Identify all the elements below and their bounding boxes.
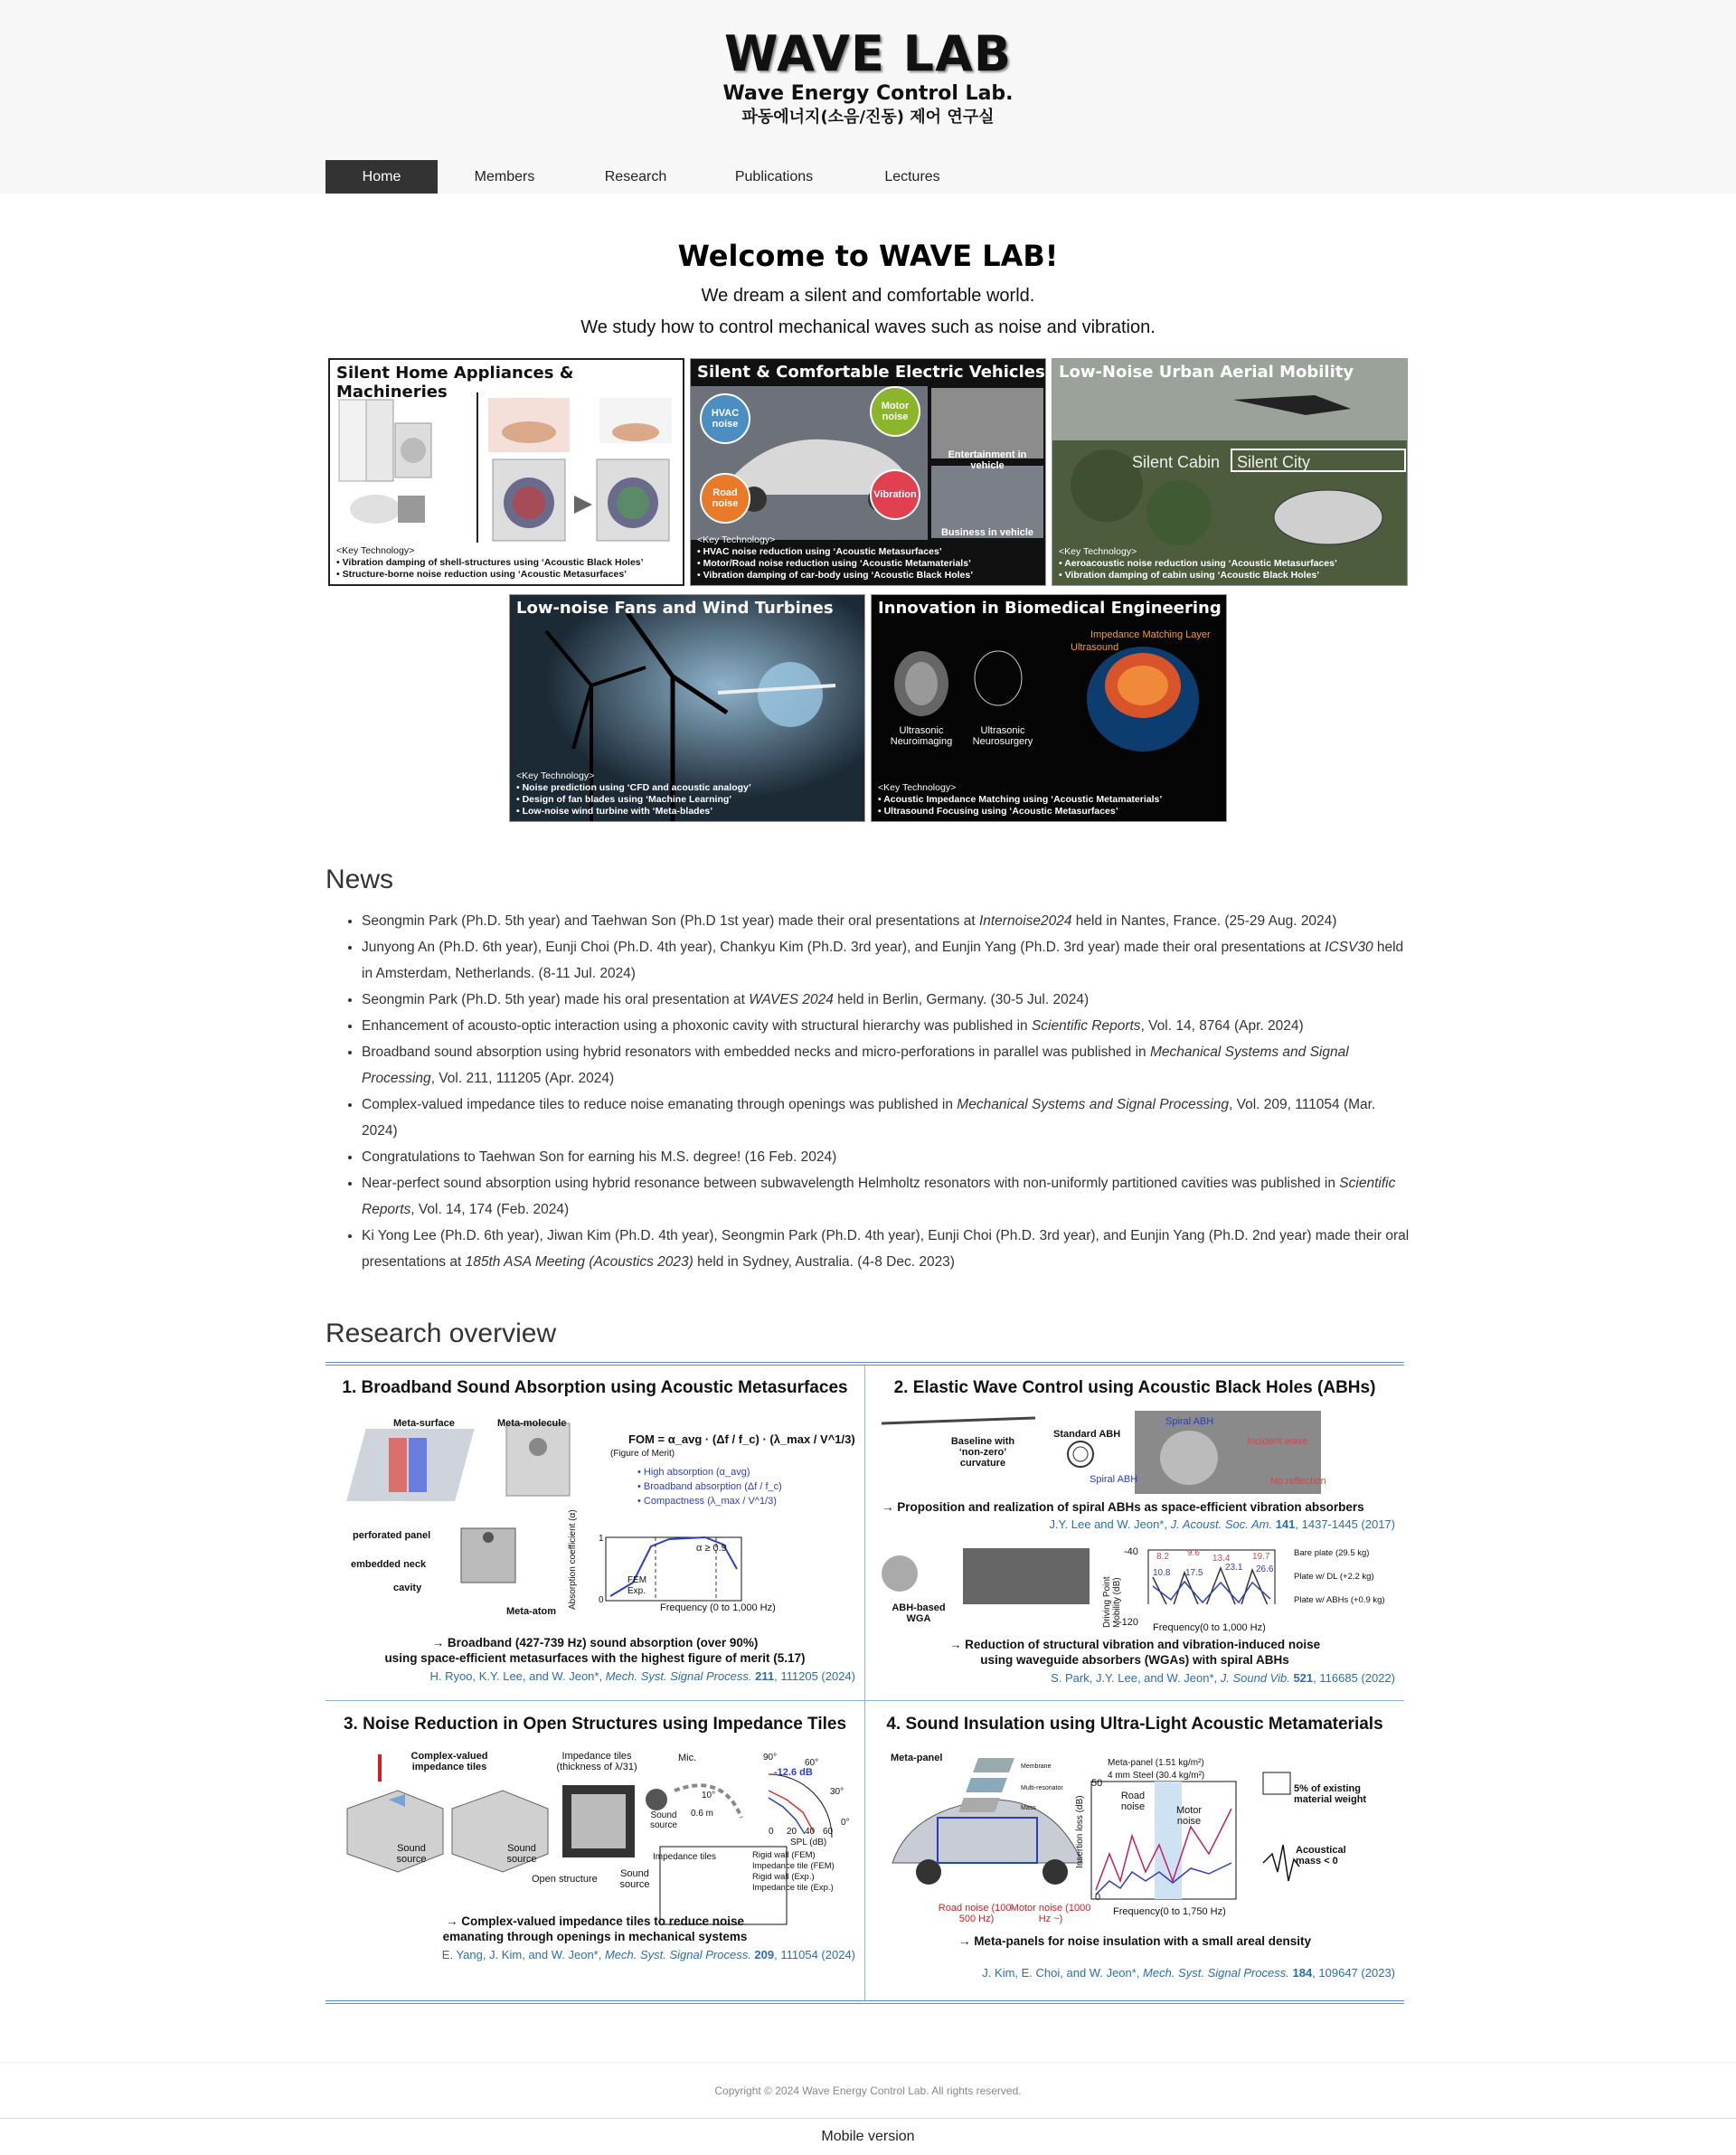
polar-axis-label: SPL (dB): [790, 1838, 827, 1848]
chart-y-tick-min: 0: [599, 1595, 604, 1605]
label-impedance-layer: Impedance Matching Layer: [1090, 629, 1211, 640]
fig-label: Motor noise (1000 Hz ~): [1010, 1903, 1091, 1924]
news-item: • Seongmin Park (Ph.D. 5th year) and Taehwan Son (Ph.D 1st year) made their oral presentations at Internoise2024 held in Nantes, France. (25-29 Aug. 2024): [362, 908, 1410, 934]
overview-cell-metamaterials: [865, 1702, 1404, 2018]
site-logo[interactable]: [0, 27, 1736, 128]
tile-title: Silent Home Appliances & Machineries: [336, 364, 574, 402]
label-neuroimaging: Ultrasonic Neuroimaging: [890, 725, 953, 747]
news-item: • Broadband sound absorption using hybrid resonators with embedded necks and micro-perforations in parallel was published in Mechanical Systems and Signal Processing, Vol. 211, 111205 (Apr. 2024): [362, 1039, 1410, 1092]
fig-label: Sound source: [619, 1868, 650, 1890]
nav-research[interactable]: Research: [604, 169, 667, 184]
bubble-road: Road noise: [700, 473, 750, 524]
key-tech-item: • Vibration damping of car-body using ‘Acoustic Black Holes’: [697, 570, 974, 581]
overview-reference[interactable]: J. Kim, E. Choi, and W. Jeon*, Mech. Syst. Signal Process. 184, 109647 (2023): [982, 1966, 1395, 1980]
result-line: emanating through openings in mechanical systems: [442, 1930, 748, 1943]
polar-tick: 90°: [763, 1753, 778, 1763]
tile-key-tech: [336, 545, 644, 581]
label-neurosurgery: Ultrasonic Neurosurgery: [972, 725, 1033, 747]
chart-data-label: 8.2: [1156, 1552, 1169, 1562]
fig-label: embedded neck: [351, 1559, 427, 1570]
fig-label: ABH-based WGA: [892, 1602, 946, 1624]
result-line: → Broadband (427-739 Hz) sound absorption (over 90%): [431, 1636, 759, 1649]
caption-entertainment: Entertainment in vehicle: [948, 449, 1027, 471]
key-tech-title: <Key Technology>: [516, 770, 595, 781]
result-line: → Complex-valued impedance tiles to reduce noise: [445, 1914, 745, 1928]
key-tech-item: • Acoustic Impedance Matching using ‘Acoustic Metamaterials’: [878, 794, 1163, 805]
mobile-version-link[interactable]: Mobile version: [0, 2118, 1736, 2154]
chart-data-label: 9.6: [1187, 1548, 1200, 1558]
tile-key-tech: [1059, 546, 1337, 581]
tile-title: Silent & Comfortable Electric Vehicles: [697, 363, 1045, 382]
legend-item: Rigid wall (FEM): [752, 1850, 816, 1860]
bubble-vibration: Vibration: [870, 469, 920, 520]
fom-item: • Broadband absorption (Δf / f_c): [637, 1481, 782, 1492]
chart-y-tick: -120: [1118, 1617, 1139, 1628]
tile-key-tech: [697, 534, 973, 581]
chart-x-axis-label: Frequency (0 to 1,000 Hz): [660, 1602, 776, 1613]
fig-label: 10°: [702, 1791, 716, 1801]
fig-label: cavity: [393, 1583, 422, 1593]
overview-cell-abh: [865, 1366, 1404, 1685]
fig-label: Meta-molecule: [497, 1418, 567, 1429]
chart-annotation: α ≥ 0.9: [696, 1543, 727, 1554]
fig-label: Impedance tiles (thickness of λ/31): [556, 1751, 637, 1772]
polar-annotation: -12.6 dB: [774, 1767, 813, 1778]
site-footer: [0, 2062, 1736, 2118]
news-item: • Junyong An (Ph.D. 6th year), Eunji Choi (Ph.D. 4th year), Chankyu Kim (Ph.D. 3rd year), and Eunjin Yang (Ph.D. 3rd year) made their oral presentations at ICSV30 held in Amsterdam, Netherlands. (8-11 Jul. 2024): [362, 934, 1410, 987]
legend-item: Impedance tile (Exp.): [752, 1883, 834, 1893]
overview-result: [326, 1635, 864, 1666]
polar-axis-tick: 60: [823, 1827, 834, 1837]
overview-result: [865, 1933, 1404, 1949]
tile-fans-wind-turbines[interactable]: [509, 594, 865, 822]
fig-label: Open structure: [532, 1874, 598, 1885]
tile-home-appliances[interactable]: [328, 358, 684, 586]
fig-label: perforated panel: [353, 1530, 431, 1541]
overview-cell-metasurfaces: [326, 1366, 864, 1682]
overview-cell-title: 2. Elastic Wave Control using Acoustic Black Holes (ABHs): [893, 1378, 1376, 1397]
fig-label: Baseline with ‘non-zero’ curvature: [950, 1436, 1015, 1469]
research-tiles: [326, 358, 1410, 828]
main-content: [326, 239, 1410, 2004]
legend-item: 4 mm Steel (30.4 kg/m²): [1108, 1771, 1205, 1781]
legend-item: Plate w/ ABHs (+0.9 kg): [1294, 1595, 1385, 1605]
overview-result: [326, 1914, 864, 1944]
tile-electric-vehicles[interactable]: [690, 358, 1046, 586]
welcome-line-1: We dream a silent and comfortable world.: [701, 286, 1035, 306]
news-item: • Congratulations to Taehwan Son for earning his M.S. degree! (16 Feb. 2024): [362, 1144, 1410, 1170]
polar-tick: 30°: [830, 1787, 844, 1797]
fig-label: Spiral ABH: [1165, 1416, 1214, 1427]
research-overview-section: [326, 1319, 1410, 2004]
legend-item: Meta-panel (1.51 kg/m²): [1108, 1758, 1204, 1768]
key-tech-item: • Low-noise wind turbine with ‘Meta-blades’: [516, 806, 713, 817]
nav-lectures[interactable]: Lectures: [884, 169, 940, 184]
legend-fem: FEM: [627, 1575, 647, 1585]
fig-label: Road noise (100-500 Hz): [938, 1903, 1015, 1924]
tile-biomedical[interactable]: [871, 594, 1227, 822]
research-overview-frame: [326, 1362, 1404, 2004]
legend-item: Rigid wall (Exp.): [752, 1872, 815, 1882]
fom-item: • High absorption (α_avg): [637, 1467, 750, 1478]
news-item: • Near-perfect sound absorption using hybrid resonance between subwavelength Helmholtz resonators with non-uniformly partitioned cavities was published in Scientific Reports, Vol. 14, 174 (Feb. 2024): [362, 1170, 1410, 1223]
news-item: • Seongmin Park (Ph.D. 5th year) made his oral presentation at WAVES 2024 held in Berlin, Germany. (30-5 Jul. 2024): [362, 987, 1410, 1013]
fig-label: Standard ABH: [1053, 1429, 1121, 1440]
fig-label: Incident wave: [1247, 1436, 1308, 1447]
fig-label: Mass: [1021, 1805, 1036, 1811]
label-silent-cabin: Silent Cabin: [1132, 453, 1221, 471]
nav-members[interactable]: Members: [474, 169, 535, 184]
fom-item: • Compactness (λ_max / V^1/3): [637, 1496, 777, 1507]
result-line: → Meta-panels for noise insulation with a small areal density: [958, 1934, 1312, 1948]
fig-label: Acoustical mass < 0: [1296, 1845, 1346, 1867]
overview-result: [865, 1637, 1404, 1668]
caption-business: Business in vehicle: [940, 527, 1034, 538]
news-item: • Enhancement of acousto-optic interaction using a phoxonic cavity with structural hierarchy was published in Scientific Reports, Vol. 14, 8764 (Apr. 2024): [362, 1013, 1410, 1039]
chart-data-label: 23.1: [1225, 1563, 1243, 1573]
overview-cell-title: 4. Sound Insulation using Ultra-Light Acoustic Metamaterials: [886, 1715, 1383, 1734]
overview-reference[interactable]: J.Y. Lee and W. Jeon*, J. Acoust. Soc. Am. 141, 1437-1445 (2017): [1049, 1517, 1395, 1531]
chart-x-axis-label: Frequency(0 to 1,750 Hz): [1113, 1906, 1226, 1917]
fig-label: Spiral ABH: [1090, 1474, 1138, 1485]
legend-item: Impedance tile (FEM): [752, 1861, 835, 1871]
polar-tick: 0°: [841, 1818, 850, 1828]
site-header: [0, 0, 1736, 194]
chart-y-tick: -40: [1124, 1546, 1138, 1557]
tile-key-tech: [516, 770, 751, 818]
key-tech-item: • Structure-borne noise reduction using ‘Acoustic Metasurfaces’: [336, 569, 627, 580]
logo-subtitle: Wave Energy Control Lab.: [722, 82, 1014, 105]
chart-y-axis-label: Insertion loss (dB): [1075, 1795, 1085, 1868]
fig-label: Meta-surface: [393, 1418, 455, 1429]
chart-data-label: 17.5: [1185, 1568, 1203, 1578]
label-silent-city: Silent City: [1237, 453, 1311, 471]
tile-title: Low-Noise Urban Aerial Mobility: [1059, 363, 1354, 382]
bubble-motor: Motor noise: [870, 386, 920, 437]
fig-label: No reflection: [1270, 1476, 1326, 1487]
fig-label: Complex-valued impedance tiles: [410, 1751, 488, 1772]
overview-cell-title: 1. Broadband Sound Absorption using Acoustic Metasurfaces: [342, 1378, 848, 1397]
news-item: • Complex-valued impedance tiles to reduce noise emanating through openings was published in Mechanical Systems and Signal Processing, Vol. 209, 111054 (Mar. 2024): [362, 1092, 1410, 1144]
chart-data-label: 26.6: [1256, 1564, 1274, 1574]
key-tech-item: • Vibration damping of cabin using ‘Acoustic Black Holes’: [1059, 570, 1320, 581]
fig-label: Mic.: [678, 1753, 697, 1763]
chart-annotation: Motor noise: [1175, 1805, 1203, 1827]
news-list: [326, 908, 1410, 1275]
key-tech-title: <Key Technology>: [697, 534, 776, 545]
news-item: • Ki Yong Lee (Ph.D. 6th year), Jiwan Kim (Ph.D. 4th year), Seongmin Park (Ph.D. 4th year), Eunji Choi (Ph.D. 3rd year), and Eunjin Yang (Ph.D. 2nd year) made their oral presentations at 185th ASA Meeting (Acoustics 2023) held in Sydney, Australia. (4-8 Dec. 2023): [362, 1223, 1410, 1275]
result-line: → Reduction of structural vibration and vibration-induced noise: [948, 1638, 1321, 1651]
fig-label: Sound source: [396, 1843, 427, 1865]
fig-label: 5% of existing material weight: [1294, 1783, 1367, 1805]
chart-y-axis-label: Absorption coefficient (α): [568, 1509, 578, 1610]
polar-axis-tick: 20: [787, 1827, 797, 1837]
fig-label: Meta-atom: [506, 1606, 557, 1617]
tile-urban-aerial-mobility[interactable]: [1052, 358, 1408, 586]
chart-y-tick: 0: [1095, 1892, 1101, 1903]
main-nav: [326, 160, 976, 194]
copyright-text: Copyright © 2024 Wave Energy Control Lab. All rights reserved.: [714, 2084, 1022, 2097]
key-tech-item: • Noise prediction using ‘CFD and acoustic analogy’: [516, 782, 751, 793]
overview-reference[interactable]: H. Ryoo, K.Y. Lee, and W. Jeon*, Mech. Syst. Signal Process. 211, 111205 (2024): [429, 1669, 855, 1683]
overview-cell-impedance-tiles: [326, 1702, 864, 2018]
label-ultrasound: Ultrasound: [1071, 642, 1119, 653]
overview-result: → Proposition and realization of spiral ABHs as space-efficient vibration absorbers: [882, 1500, 1364, 1514]
key-tech-item: • Design of fan blades using ‘Machine Learning’: [516, 794, 732, 805]
chart-annotation: Road noise: [1120, 1791, 1146, 1812]
chart-y-tick: 50: [1091, 1778, 1103, 1789]
result-line: using waveguide absorbers (WGAs) with spiral ABHs: [980, 1653, 1289, 1667]
key-tech-item: • Aeroacoustic noise reduction using ‘Acoustic Metasurfaces’: [1059, 558, 1337, 569]
result-line: using space-efficient metasurfaces with the highest figure of merit (5.17): [384, 1651, 806, 1665]
bubble-hvac: HVAC noise: [700, 393, 750, 444]
polar-axis-tick: 0: [769, 1827, 774, 1837]
fig-label: Impedance tiles: [653, 1852, 717, 1862]
news-title: News: [326, 865, 394, 894]
welcome-line-2: We study how to control mechanical waves such as noise and vibration.: [580, 317, 1156, 337]
logo-title: WAVE LAB: [723, 25, 1013, 82]
overview-divider-horizontal: [326, 1700, 1404, 1701]
nav-home[interactable]: Home: [326, 160, 438, 194]
news-section: [326, 865, 1410, 1275]
key-tech-item: • Ultrasound Focusing using ‘Acoustic Metasurfaces’: [878, 806, 1118, 817]
key-tech-item: • Vibration damping of shell-structures using ‘Acoustic Black Holes’: [336, 557, 644, 568]
fom-caption: (Figure of Merit): [610, 1449, 675, 1459]
key-tech-item: • HVAC noise reduction using ‘Acoustic Metasurfaces’: [697, 546, 942, 557]
chart-data-label: 19.7: [1252, 1552, 1270, 1562]
research-overview-title: Research overview: [326, 1319, 557, 1348]
tile-key-tech: [878, 782, 1162, 818]
legend-exp: Exp.: [627, 1586, 646, 1596]
welcome-section: [326, 239, 1410, 338]
chart-y-tick-max: 1: [599, 1534, 604, 1544]
chart-x-axis-label: Frequency(0 to 1,000 Hz): [1153, 1622, 1266, 1633]
chart-y-axis-label: Driving Point Mobility (dB): [1102, 1576, 1122, 1628]
fig-label: Meta-panel: [891, 1753, 943, 1763]
overview-cell-title: 3. Noise Reduction in Open Structures using Impedance Tiles: [343, 1715, 847, 1734]
fig-label: Membrane: [1021, 1763, 1052, 1770]
key-tech-title: <Key Technology>: [1059, 546, 1137, 557]
tile-title: Innovation in Biomedical Engineering: [878, 599, 1222, 618]
fig-label: 0.6 m: [691, 1809, 714, 1819]
key-tech-title: <Key Technology>: [878, 782, 957, 793]
overview-reference[interactable]: E. Yang, J. Kim, and W. Jeon*, Mech. Syst. Signal Process. 209, 111054 (2024): [441, 1948, 855, 1961]
polar-tick: 60°: [805, 1758, 819, 1768]
nav-publications[interactable]: Publications: [734, 169, 814, 184]
legend-item: Plate w/ DL (+2.2 kg): [1294, 1572, 1374, 1582]
fom-formula: FOM = α_avg · (Δf / f_c) · (λ_max / V^1/3): [628, 1432, 855, 1446]
key-tech-item: • Motor/Road noise reduction using ‘Acoustic Metamaterials’: [697, 558, 971, 569]
chart-data-label: 10.8: [1153, 1568, 1171, 1578]
overview-reference[interactable]: S. Park, J.Y. Lee, and W. Jeon*, J. Sound Vib. 521, 116685 (2022): [1051, 1671, 1395, 1685]
key-tech-title: <Key Technology>: [336, 545, 415, 556]
chart-data-label: 13.4: [1212, 1554, 1231, 1564]
fig-label: Sound source: [649, 1810, 677, 1830]
fig-label: Sound source: [506, 1843, 537, 1865]
legend-item: Bare plate (29.5 kg): [1294, 1548, 1370, 1558]
fig-label: Multi-resonator: [1021, 1785, 1063, 1791]
welcome-title: Welcome to WAVE LAB!: [677, 239, 1059, 273]
tile-title: Low-noise Fans and Wind Turbines: [516, 599, 834, 618]
logo-korean: 파동에너지(소음/진동) 제어 연구실: [741, 108, 995, 127]
polar-axis-tick: 40: [805, 1827, 816, 1837]
